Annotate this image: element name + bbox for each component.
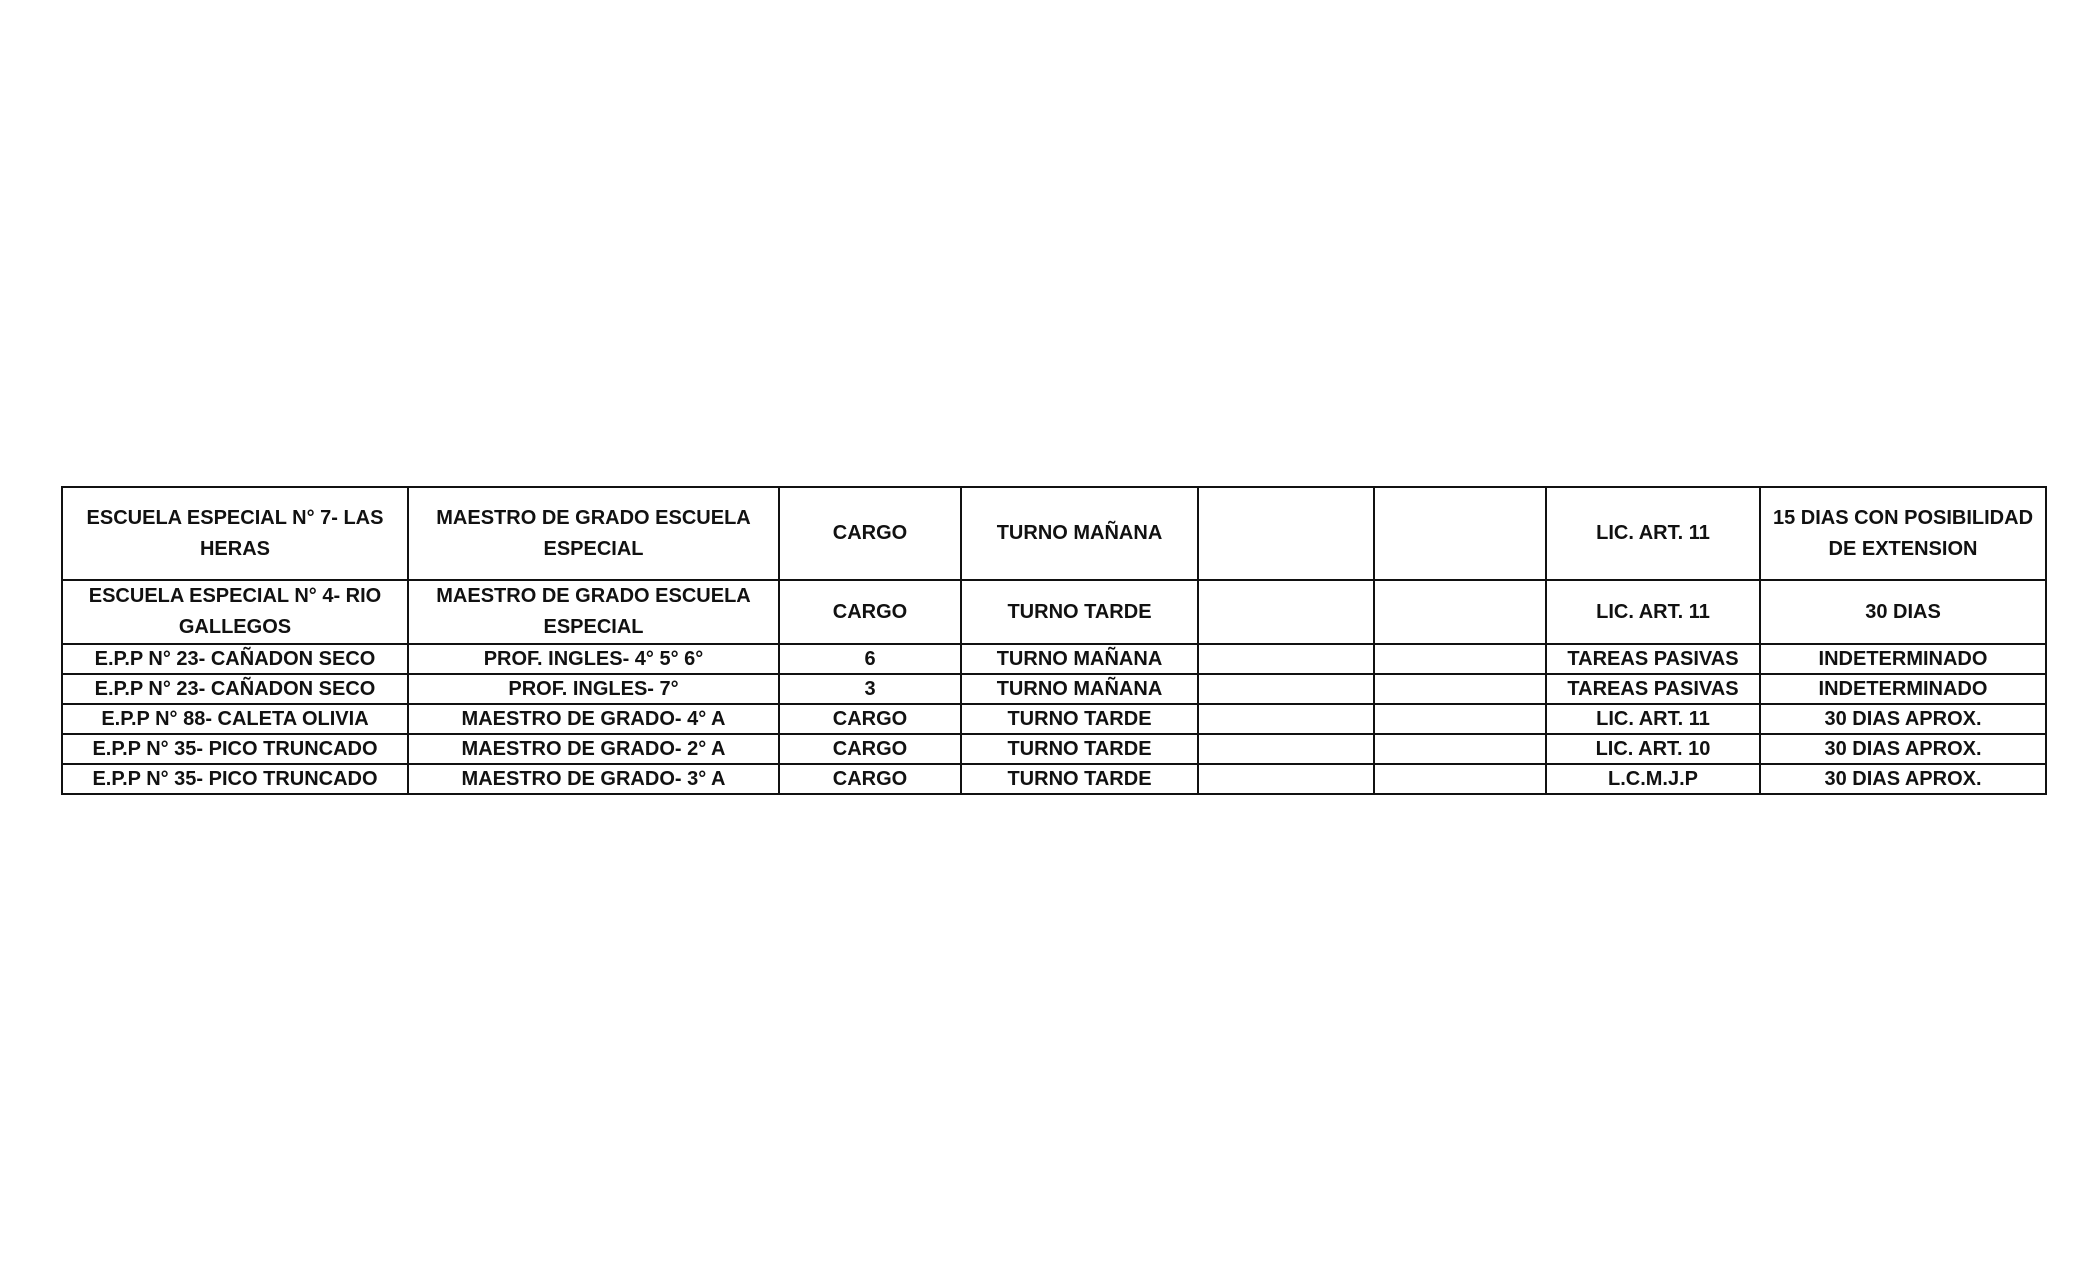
leave-type-cell: LIC. ART. 11 bbox=[1546, 580, 1760, 644]
table-row bbox=[62, 644, 2046, 674]
leave-type-cell: LIC. ART. 11 bbox=[1546, 704, 1760, 734]
empty-cell bbox=[1198, 734, 1374, 764]
table-row bbox=[62, 674, 2046, 704]
empty-cell bbox=[1374, 644, 1546, 674]
duration-cell: INDETERMINADO bbox=[1760, 674, 2046, 704]
load-cell: CARGO bbox=[779, 487, 961, 580]
school-cell: ESCUELA ESPECIAL N° 4- RIO GALLEGOS bbox=[62, 580, 408, 644]
shift-cell: TURNO TARDE bbox=[961, 704, 1198, 734]
table-row bbox=[62, 704, 2046, 734]
position-cell: MAESTRO DE GRADO- 2° A bbox=[408, 734, 779, 764]
load-cell: CARGO bbox=[779, 734, 961, 764]
duration-cell: 15 DIAS CON POSIBILIDAD DE EXTENSION bbox=[1760, 487, 2046, 580]
empty-cell bbox=[1374, 580, 1546, 644]
leave-type-cell: TAREAS PASIVAS bbox=[1546, 674, 1760, 704]
empty-cell bbox=[1374, 674, 1546, 704]
school-cell: E.P.P N° 23- CAÑADON SECO bbox=[62, 644, 408, 674]
load-cell: 6 bbox=[779, 644, 961, 674]
shift-cell: TURNO MAÑANA bbox=[961, 644, 1198, 674]
table-row bbox=[62, 580, 2046, 644]
empty-cell bbox=[1198, 487, 1374, 580]
table-row bbox=[62, 764, 2046, 794]
school-cell: E.P.P N° 35- PICO TRUNCADO bbox=[62, 734, 408, 764]
shift-cell: TURNO TARDE bbox=[961, 734, 1198, 764]
school-cell: E.P.P N° 23- CAÑADON SECO bbox=[62, 674, 408, 704]
leave-type-cell: TAREAS PASIVAS bbox=[1546, 644, 1760, 674]
load-cell: CARGO bbox=[779, 580, 961, 644]
empty-cell bbox=[1198, 674, 1374, 704]
empty-cell bbox=[1198, 644, 1374, 674]
leave-type-cell: LIC. ART. 10 bbox=[1546, 734, 1760, 764]
load-cell: CARGO bbox=[779, 764, 961, 794]
position-cell: PROF. INGLES- 7° bbox=[408, 674, 779, 704]
position-cell: MAESTRO DE GRADO ESCUELA ESPECIAL bbox=[408, 487, 779, 580]
duration-cell: 30 DIAS APROX. bbox=[1760, 704, 2046, 734]
empty-cell bbox=[1374, 734, 1546, 764]
duration-cell: INDETERMINADO bbox=[1760, 644, 2046, 674]
load-cell: 3 bbox=[779, 674, 961, 704]
shift-cell: TURNO TARDE bbox=[961, 580, 1198, 644]
shift-cell: TURNO MAÑANA bbox=[961, 674, 1198, 704]
empty-cell bbox=[1374, 764, 1546, 794]
table-row bbox=[62, 734, 2046, 764]
empty-cell bbox=[1374, 487, 1546, 580]
empty-cell bbox=[1198, 580, 1374, 644]
shift-cell: TURNO MAÑANA bbox=[961, 487, 1198, 580]
empty-cell bbox=[1198, 764, 1374, 794]
shift-cell: TURNO TARDE bbox=[961, 764, 1198, 794]
leave-type-cell: L.C.M.J.P bbox=[1546, 764, 1760, 794]
school-cell: E.P.P N° 88- CALETA OLIVIA bbox=[62, 704, 408, 734]
table-row bbox=[62, 487, 2046, 580]
position-cell: MAESTRO DE GRADO- 4° A bbox=[408, 704, 779, 734]
empty-cell bbox=[1198, 704, 1374, 734]
school-cell: ESCUELA ESPECIAL N° 7- LAS HERAS bbox=[62, 487, 408, 580]
empty-cell bbox=[1374, 704, 1546, 734]
position-cell: PROF. INGLES- 4° 5° 6° bbox=[408, 644, 779, 674]
leave-type-cell: LIC. ART. 11 bbox=[1546, 487, 1760, 580]
position-cell: MAESTRO DE GRADO ESCUELA ESPECIAL bbox=[408, 580, 779, 644]
duration-cell: 30 DIAS APROX. bbox=[1760, 734, 2046, 764]
duration-cell: 30 DIAS APROX. bbox=[1760, 764, 2046, 794]
duration-cell: 30 DIAS bbox=[1760, 580, 2046, 644]
position-cell: MAESTRO DE GRADO- 3° A bbox=[408, 764, 779, 794]
load-cell: CARGO bbox=[779, 704, 961, 734]
school-cell: E.P.P N° 35- PICO TRUNCADO bbox=[62, 764, 408, 794]
vacancy-table bbox=[61, 486, 2047, 795]
